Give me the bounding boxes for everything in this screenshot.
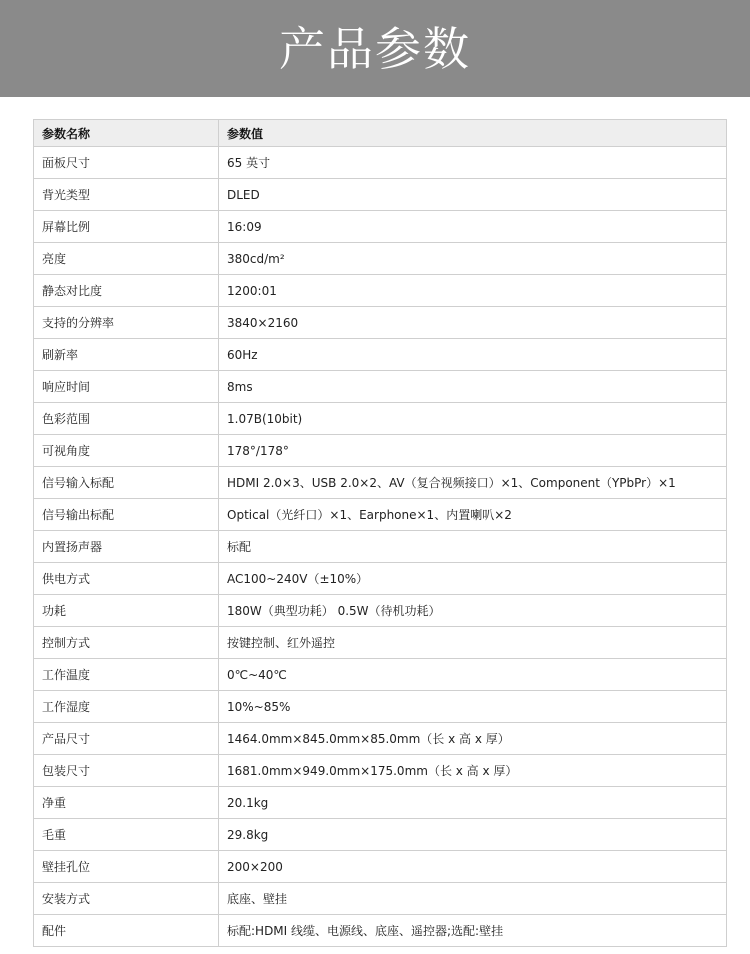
param-name-cell: 工作湿度	[34, 691, 219, 723]
param-value-cell: 65 英寸	[219, 147, 727, 179]
table-row	[34, 595, 727, 627]
table-row	[34, 531, 727, 563]
header-banner	[0, 0, 750, 97]
param-name-cell: 控制方式	[34, 627, 219, 659]
table-row	[34, 307, 727, 339]
param-name-cell: 静态对比度	[34, 275, 219, 307]
param-name-cell: 信号输入标配	[34, 467, 219, 499]
param-name-cell: 工作温度	[34, 659, 219, 691]
table-row	[34, 659, 727, 691]
table-row	[34, 755, 727, 787]
table-body	[34, 147, 727, 947]
param-value-cell: 3840×2160	[219, 307, 727, 339]
param-name-cell: 供电方式	[34, 563, 219, 595]
param-value-cell: 8ms	[219, 371, 727, 403]
table-row	[34, 787, 727, 819]
param-value-cell: 380cd/m²	[219, 243, 727, 275]
param-name-cell: 屏幕比例	[34, 211, 219, 243]
table-row	[34, 851, 727, 883]
table-row	[34, 403, 727, 435]
table-row	[34, 723, 727, 755]
table-row	[34, 691, 727, 723]
table-row	[34, 819, 727, 851]
table-row	[34, 467, 727, 499]
param-value-cell: 178°/178°	[219, 435, 727, 467]
table-row	[34, 339, 727, 371]
header-param-name: 参数名称	[34, 120, 219, 147]
table-row	[34, 883, 727, 915]
table-row	[34, 211, 727, 243]
param-name-cell: 安装方式	[34, 883, 219, 915]
param-name-cell: 亮度	[34, 243, 219, 275]
spec-table	[33, 119, 727, 947]
param-value-cell: 按键控制、红外遥控	[219, 627, 727, 659]
param-value-cell: 16:09	[219, 211, 727, 243]
table-row	[34, 435, 727, 467]
table-row	[34, 627, 727, 659]
param-value-cell: 底座、壁挂	[219, 883, 727, 915]
table-row	[34, 563, 727, 595]
param-value-cell: 200×200	[219, 851, 727, 883]
param-value-cell: 标配:HDMI 线缆、电源线、底座、遥控器;选配:壁挂	[219, 915, 727, 947]
param-name-cell: 面板尺寸	[34, 147, 219, 179]
param-value-cell: 标配	[219, 531, 727, 563]
param-value-cell: 29.8kg	[219, 819, 727, 851]
param-name-cell: 背光类型	[34, 179, 219, 211]
table-row	[34, 179, 727, 211]
param-name-cell: 信号输出标配	[34, 499, 219, 531]
param-value-cell: HDMI 2.0×3、USB 2.0×2、AV（复合视频接口）×1、Component（YPbPr）×1	[219, 467, 727, 499]
param-name-cell: 色彩范围	[34, 403, 219, 435]
header-param-value: 参数值	[219, 120, 727, 147]
table-row	[34, 243, 727, 275]
param-name-cell: 毛重	[34, 819, 219, 851]
param-name-cell: 壁挂孔位	[34, 851, 219, 883]
table-row	[34, 275, 727, 307]
param-name-cell: 刷新率	[34, 339, 219, 371]
param-value-cell: 1464.0mm×845.0mm×85.0mm（长 x 高 x 厚）	[219, 723, 727, 755]
param-value-cell: 180W（典型功耗） 0.5W（待机功耗）	[219, 595, 727, 627]
param-value-cell: 60Hz	[219, 339, 727, 371]
param-value-cell: 20.1kg	[219, 787, 727, 819]
table-row	[34, 371, 727, 403]
param-name-cell: 净重	[34, 787, 219, 819]
param-name-cell: 响应时间	[34, 371, 219, 403]
param-value-cell: 1200:01	[219, 275, 727, 307]
param-name-cell: 内置扬声器	[34, 531, 219, 563]
param-value-cell: Optical（光纤口）×1、Earphone×1、内置喇叭×2	[219, 499, 727, 531]
param-name-cell: 功耗	[34, 595, 219, 627]
table-row	[34, 499, 727, 531]
page-title: 产品参数	[279, 21, 471, 76]
param-name-cell: 配件	[34, 915, 219, 947]
table-row	[34, 147, 727, 179]
param-value-cell: 0℃~40℃	[219, 659, 727, 691]
param-name-cell: 包装尺寸	[34, 755, 219, 787]
param-value-cell: 1.07B(10bit)	[219, 403, 727, 435]
param-value-cell: DLED	[219, 179, 727, 211]
table-row	[34, 915, 727, 947]
param-value-cell: 10%~85%	[219, 691, 727, 723]
param-name-cell: 产品尺寸	[34, 723, 219, 755]
param-name-cell: 可视角度	[34, 435, 219, 467]
param-value-cell: AC100~240V（±10%）	[219, 563, 727, 595]
param-name-cell: 支持的分辨率	[34, 307, 219, 339]
table-header-row	[34, 120, 727, 147]
param-value-cell: 1681.0mm×949.0mm×175.0mm（长 x 高 x 厚）	[219, 755, 727, 787]
